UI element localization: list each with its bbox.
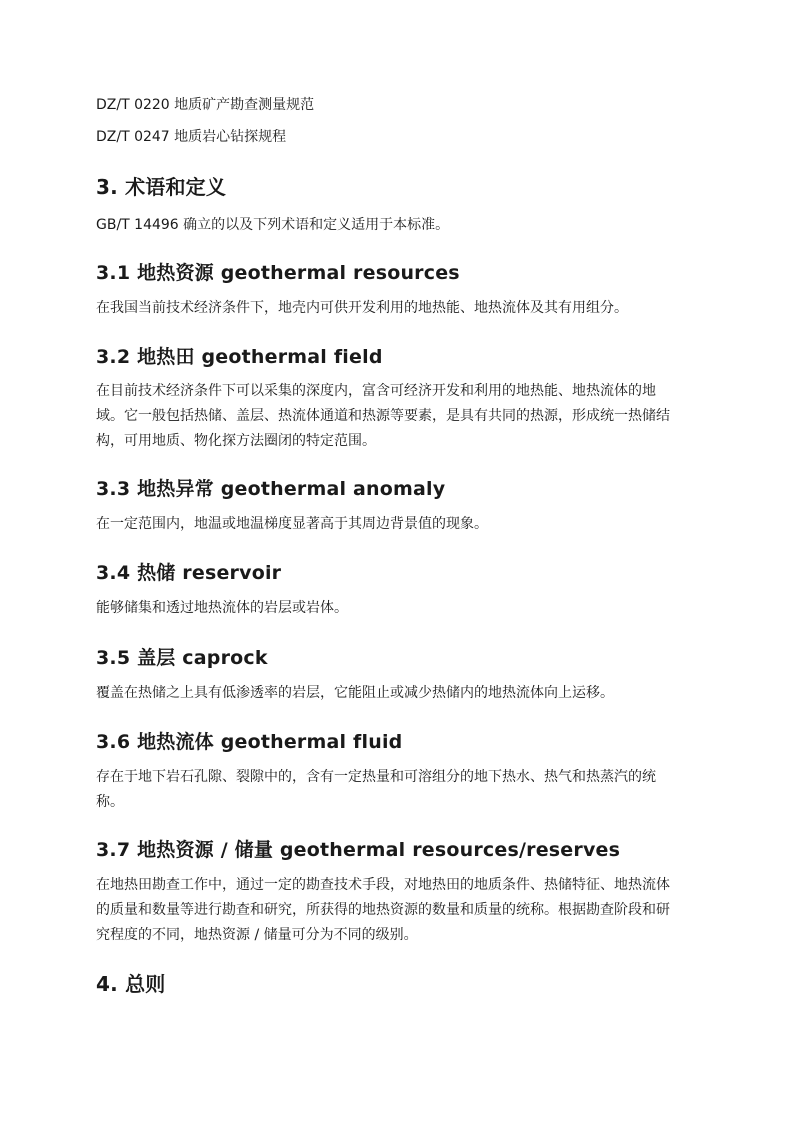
term-3-5-heading: 3.5 盖层 caprock <box>96 647 268 669</box>
definition-line: 的质量和数量等进行勘查和研究，所获得的地热资源的数量和质量的统称。根据勘查阶段和研 <box>96 902 670 918</box>
definition-line: 能够储集和透过地热流体的岩层或岩体。 <box>96 600 348 616</box>
term-3-6-heading: 3.6 地热流体 geothermal fluid <box>96 731 403 753</box>
definition-line: 在目前技术经济条件下可以采集的深度内，富含可经济开发和利用的地热能、地热流体的地 <box>96 383 656 399</box>
term-3-3-definition <box>96 512 706 537</box>
term-3-6-definition <box>96 765 706 815</box>
definition-line: 域。它一般包括热储、盖层、热流体通道和热源等要素，是具有共同的热源，形成统一热储结 <box>96 408 670 424</box>
term-3-2-definition <box>96 379 706 454</box>
reference-dz-t-0247: DZ/T 0247 地质岩心钻探规程 <box>96 129 287 145</box>
section-3-intro: GB/T 14496 确立的以及下列术语和定义适用于本标准。 <box>96 217 450 233</box>
term-3-7-heading: 3.7 地热资源 / 储量 geothermal resources/reserves <box>96 839 621 861</box>
definition-line: 在一定范围内，地温或地温梯度显著高于其周边背景值的现象。 <box>96 516 488 532</box>
term-3-3-heading: 3.3 地热异常 geothermal anomaly <box>96 478 446 500</box>
term-3-7-definition <box>96 873 706 948</box>
definition-line: 在我国当前技术经济条件下，地壳内可供开发利用的地热能、地热流体及其有用组分。 <box>96 300 628 316</box>
definition-line: 存在于地下岩石孔隙、裂隙中的，含有一定热量和可溶组分的地下热水、热气和热蒸汽的统 <box>96 769 656 785</box>
definition-line: 覆盖在热储之上具有低渗透率的岩层，它能阻止或减少热储内的地热流体向上运移。 <box>96 685 614 701</box>
definition-line: 在地热田勘查工作中，通过一定的勘查技术手段，对地热田的地质条件、热储特征、地热流体 <box>96 877 670 893</box>
term-3-2-heading: 3.2 地热田 geothermal field <box>96 346 383 368</box>
term-3-5-definition <box>96 681 706 706</box>
reference-dz-t-0220: DZ/T 0220 地质矿产勘查测量规范 <box>96 97 315 113</box>
definition-line: 构，可用地质、物化探方法圈闭的特定范围。 <box>96 433 376 449</box>
definition-line: 称。 <box>96 794 124 810</box>
term-3-4-heading: 3.4 热储 reservoir <box>96 562 282 584</box>
definition-line: 究程度的不同，地热资源 / 储量可分为不同的级别。 <box>96 927 418 943</box>
section-3-heading: 3. 术语和定义 <box>96 175 227 199</box>
term-3-1-definition <box>96 296 706 321</box>
term-3-1-heading: 3.1 地热资源 geothermal resources <box>96 262 460 284</box>
section-4-heading: 4. 总则 <box>96 972 166 996</box>
term-3-4-definition <box>96 596 706 621</box>
